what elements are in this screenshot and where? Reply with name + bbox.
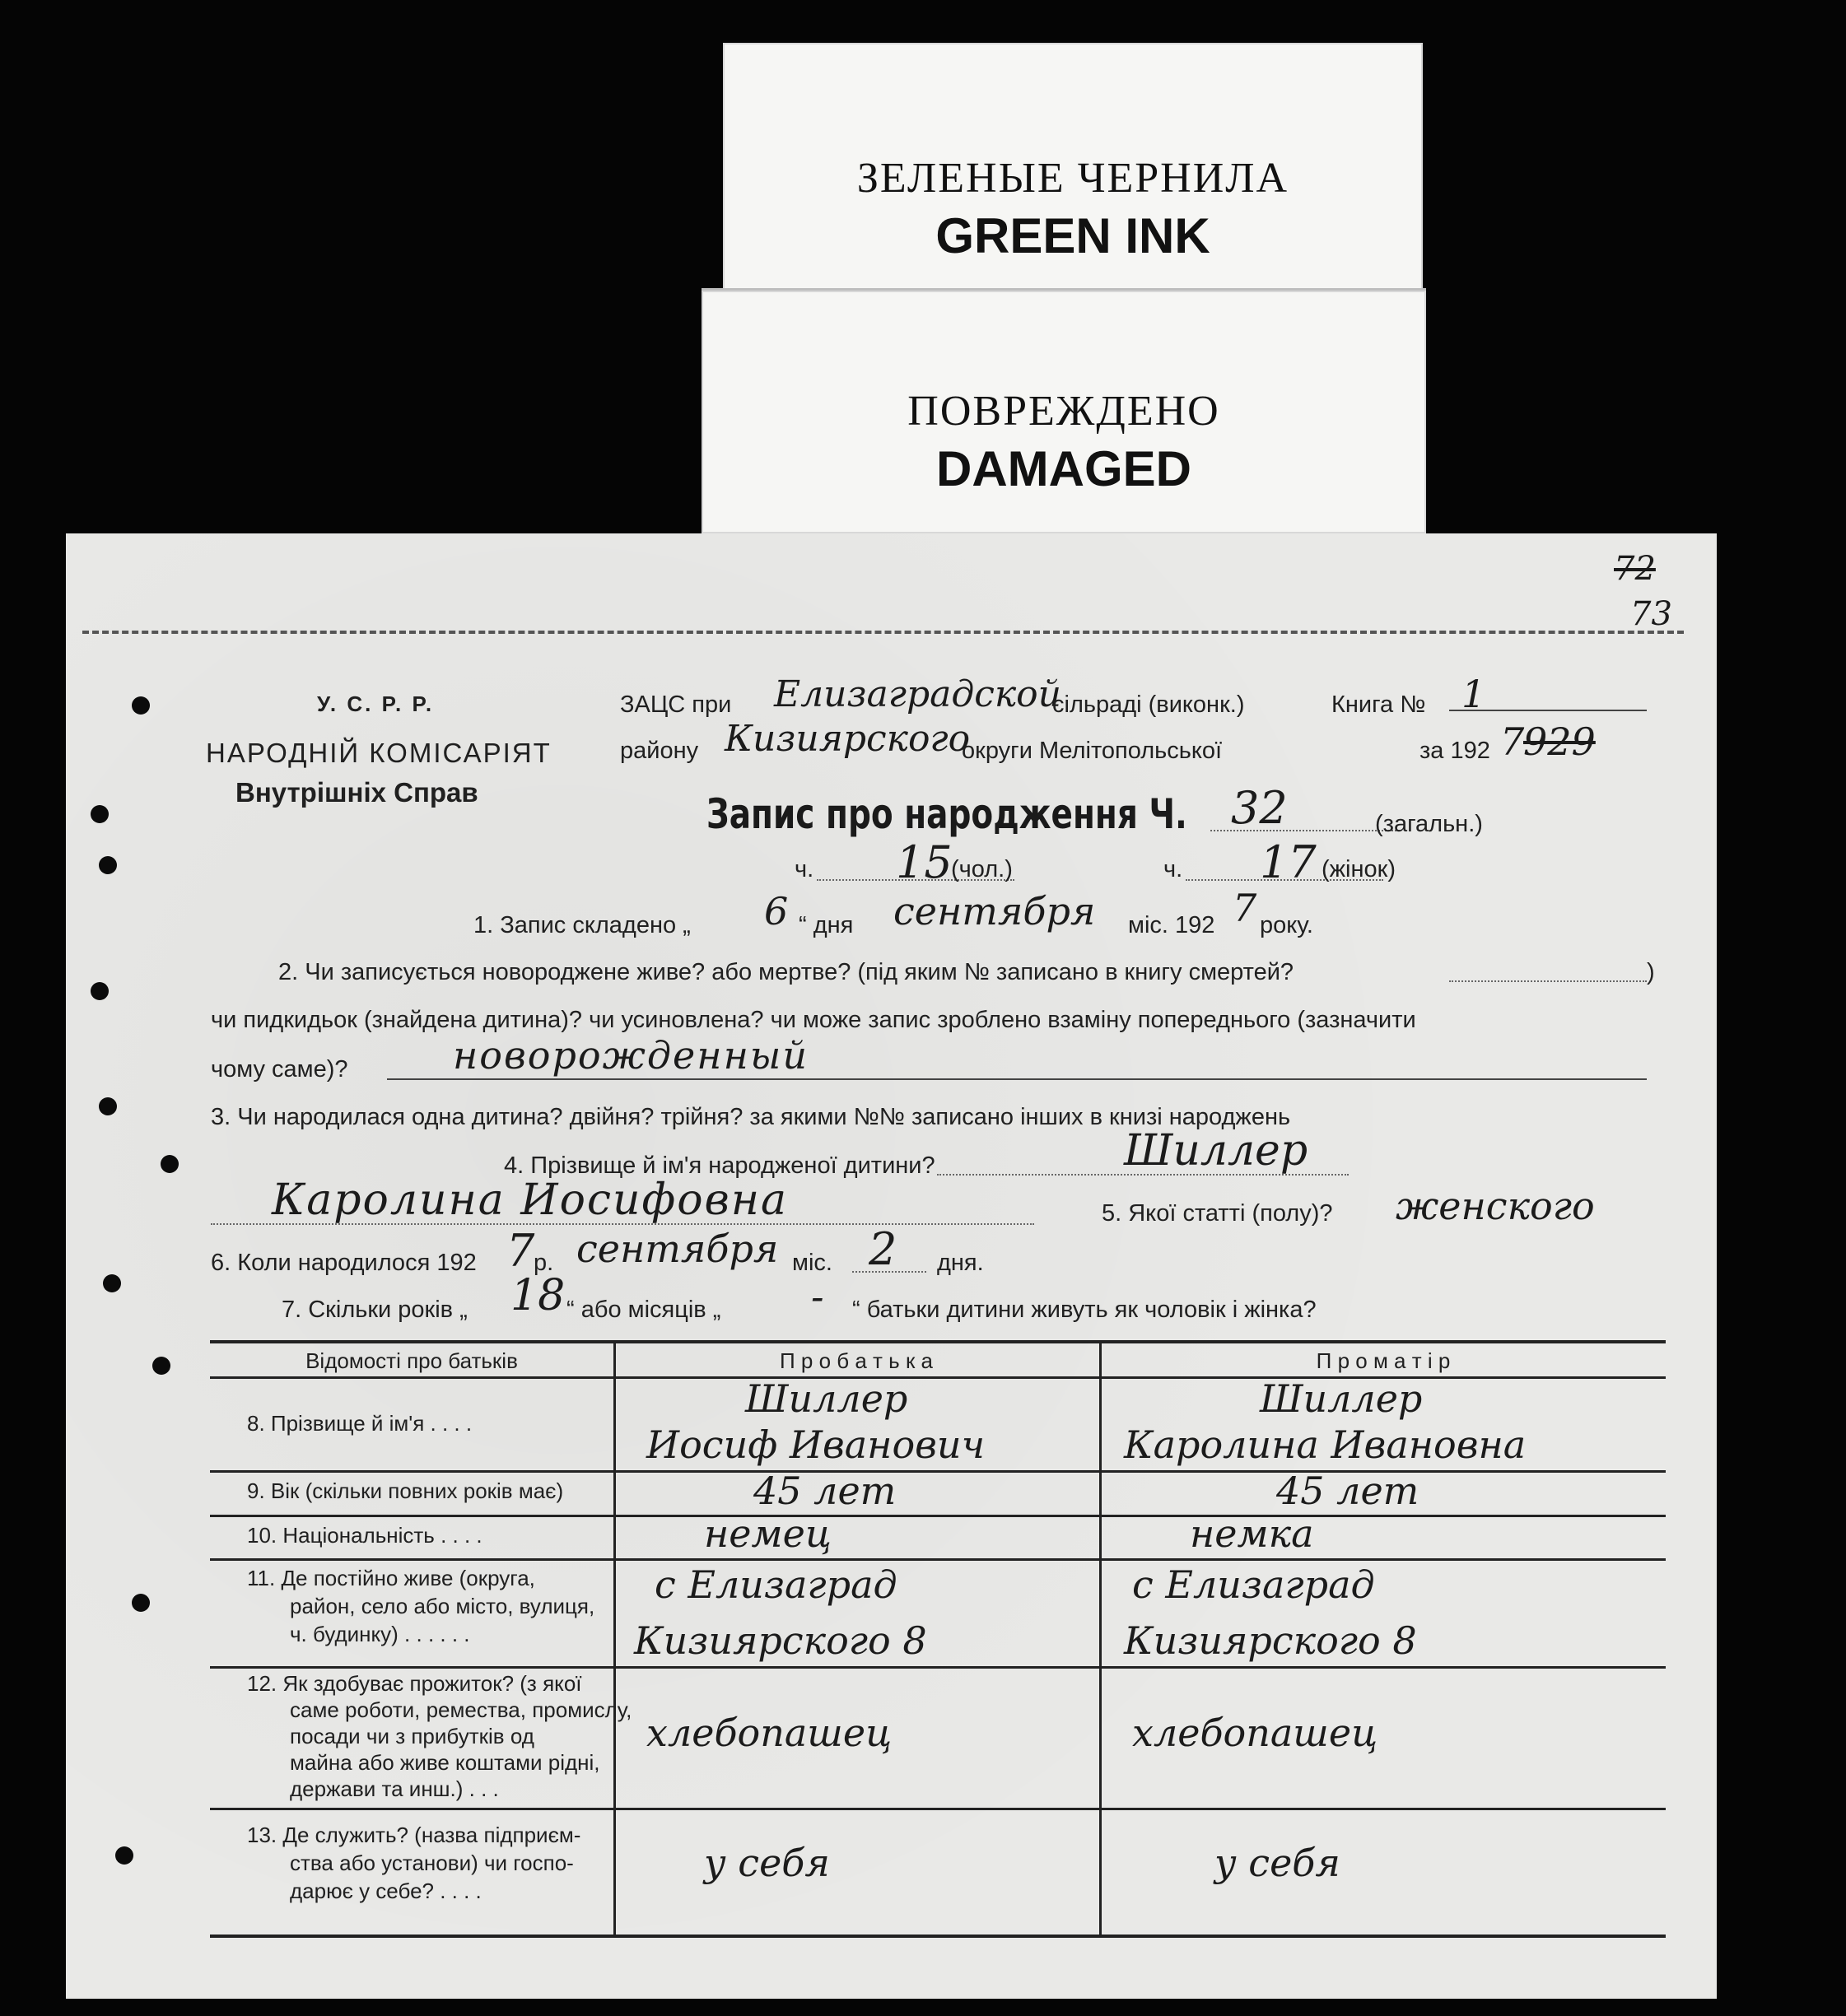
q2-underline — [387, 1078, 1647, 1080]
q4-name: Каролина Иосифовна — [272, 1176, 789, 1225]
raion-suffix: округи Мелітопольської — [962, 738, 1223, 764]
q1-month: сентября — [893, 889, 1096, 934]
mother-workplace: у себя — [1214, 1841, 1340, 1885]
damaged-tag — [702, 288, 1426, 533]
q1-tail: року. — [1260, 912, 1313, 938]
q6-month: сентября — [576, 1227, 779, 1271]
total-number: 32 — [1231, 782, 1288, 834]
father-address-1: с Елизаград — [655, 1562, 897, 1607]
mother-occupation: хлебопашец — [1132, 1711, 1378, 1755]
year-value: 7 — [1500, 719, 1525, 764]
q1-year: 7 — [1233, 886, 1257, 930]
perforation-line — [82, 631, 1684, 634]
q6-r: р. — [534, 1250, 554, 1276]
q2-answer: новорожденный — [453, 1033, 809, 1078]
row13-label-2: ства або установи) чи госпо- — [290, 1851, 574, 1875]
q5-answer: женского — [1396, 1184, 1595, 1228]
punch-hole — [132, 1594, 150, 1612]
table-rule — [210, 1515, 1666, 1517]
female-number: 17 — [1260, 836, 1317, 888]
damaged-en: DAMAGED — [936, 441, 1191, 496]
punch-hole — [161, 1155, 179, 1173]
punch-hole — [91, 805, 109, 823]
record-title: Запис про народження Ч. — [706, 790, 1187, 838]
table-rule — [210, 1808, 1666, 1810]
q1-suffix: міс. 192 — [1128, 912, 1215, 938]
q5-text: 5. Якої статті (полу)? — [1102, 1200, 1333, 1227]
total-underline — [1210, 830, 1400, 831]
q2-line1-end: ) — [1647, 959, 1655, 985]
table-rule — [210, 1935, 1666, 1938]
q6-day-fill — [852, 1271, 926, 1273]
header-father: П р о б а т ь к а — [779, 1348, 934, 1373]
punch-hole — [103, 1274, 121, 1292]
mother-age: 45 лет — [1276, 1469, 1419, 1513]
mother-surname: Шиллер — [1260, 1376, 1423, 1421]
table-divider — [1099, 1340, 1102, 1935]
row8-label: 8. Прізвище й ім'я . . . . — [247, 1411, 473, 1436]
male-label: (чол.) — [951, 856, 1013, 882]
punch-hole — [152, 1357, 170, 1375]
green-ink-tag — [723, 43, 1423, 300]
row9-label: 9. Вік (скільки повних років має) — [247, 1478, 564, 1503]
q6-mis: міс. — [792, 1250, 832, 1276]
male-ch-label: ч. — [795, 856, 814, 882]
father-surname: Шиллер — [745, 1376, 908, 1421]
birth-record-form — [66, 533, 1717, 1999]
zags-prefix: ЗАЦС при — [620, 691, 732, 718]
father-occupation: хлебопашец — [646, 1711, 893, 1755]
ussr-label: У. С. Р. Р. — [317, 691, 435, 716]
row12-label-5: держави та инш.) . . . — [290, 1776, 499, 1801]
table-rule — [210, 1470, 1666, 1473]
book-underline — [1449, 710, 1647, 711]
parents-table — [210, 1340, 1666, 1949]
row11-label-2: район, село або місто, вулиця, — [290, 1594, 595, 1618]
table-rule — [210, 1558, 1666, 1561]
q1-mid: “ дня — [799, 912, 854, 938]
q3-text: 3. Чи народилася одна дитина? двійня? трійня? за якими №№ записано інших в книзі народжень — [211, 1104, 1291, 1130]
punch-hole — [132, 696, 150, 715]
q4-text: 4. Прізвище й ім'я народженої дитини? — [504, 1152, 935, 1179]
internal-affairs-label: Внутрішніх Справ — [235, 777, 478, 808]
header-info: Відомості про батьків — [305, 1348, 518, 1373]
row13-label-3: дарює у себе? . . . . — [290, 1879, 482, 1903]
q4-name-fill — [211, 1223, 1034, 1225]
q6-dnya: дня. — [937, 1250, 984, 1276]
female-ch-label: ч. — [1163, 856, 1183, 882]
q7-years: 18 — [510, 1271, 566, 1320]
punch-hole — [99, 1097, 117, 1115]
header-mother: П р о м а т і р — [1316, 1348, 1451, 1373]
q2-death-book-fill — [1449, 980, 1647, 982]
female-label: (жінок) — [1322, 856, 1396, 882]
mother-address-1: с Елизаград — [1132, 1562, 1375, 1607]
q6-prefix: 6. Коли народилося 192 — [211, 1250, 477, 1276]
row12-label-4: майна або живе коштами рідні, — [290, 1750, 600, 1775]
q7-months: - — [811, 1274, 824, 1319]
row10-label: 10. Національність . . . . — [247, 1523, 482, 1548]
father-nationality: немец — [704, 1511, 832, 1556]
year-label: за 192 — [1419, 738, 1490, 764]
row11-label-3: ч. будинку) . . . . . . — [290, 1622, 470, 1646]
punch-hole — [99, 856, 117, 874]
raion-value: Кизиярского — [725, 718, 971, 760]
table-divider — [613, 1340, 616, 1935]
q4-surname: Шиллер — [1124, 1126, 1308, 1176]
green-ink-ru: ЗЕЛЕНЫЕ ЧЕРНИЛА — [856, 155, 1289, 202]
q7-prefix: 7. Скільки років „ — [282, 1297, 468, 1323]
punch-hole — [115, 1846, 133, 1865]
mother-name: Каролина Ивановна — [1124, 1422, 1527, 1467]
q1-day: 6 — [764, 889, 789, 934]
male-number: 15 — [896, 836, 953, 888]
q7-mid: “ або місяців „ — [566, 1297, 721, 1323]
table-rule — [210, 1376, 1666, 1379]
table-rule — [210, 1340, 1666, 1343]
q2-line3: чому саме)? — [211, 1056, 348, 1082]
corner-number-new: 73 — [1630, 595, 1672, 633]
corner-number-old: 72 — [1614, 550, 1656, 588]
father-address-2: Кизиярского 8 — [634, 1618, 927, 1663]
green-ink-en: GREEN INK — [935, 208, 1210, 263]
damaged-ru: ПОВРЕЖДЕНО — [907, 388, 1220, 435]
zags-village: Елизаградской — [774, 673, 1061, 715]
q2-line2: чи пидкидьок (знайдена дитина)? чи усиновлена? чи може запис зроблено взаміну попереднього (зазначити — [211, 1007, 1416, 1033]
punch-hole — [91, 982, 109, 1000]
q2-line1: 2. Чи записується новороджене живе? або мертве? (під яким № записано в книгу смертей? — [278, 959, 1294, 985]
mother-nationality: немка — [1190, 1511, 1314, 1556]
mother-address-2: Кизиярского 8 — [1124, 1618, 1417, 1663]
zags-suffix: сільраді (виконк.) — [1052, 691, 1245, 718]
book-label: Книга № — [1331, 691, 1426, 718]
father-name: Иосиф Иванович — [646, 1422, 986, 1467]
row13-label-1: 13. Де служить? (назва підприєм- — [247, 1823, 581, 1847]
q1-prefix: 1. Запис складено „ — [473, 912, 691, 938]
father-age: 45 лет — [753, 1469, 897, 1513]
row12-label-2: саме роботи, ремества, промислу, — [290, 1697, 632, 1722]
year-crossed: 929 — [1523, 719, 1596, 764]
row12-label-3: посади чи з прибутків од — [290, 1724, 534, 1748]
commissariat-label: НАРОДНІЙ КОМІСАРІЯТ — [206, 738, 552, 768]
book-value: 1 — [1461, 672, 1486, 716]
row11-label-1: 11. Де постійно живе (округа, — [247, 1566, 535, 1590]
table-rule — [210, 1666, 1666, 1669]
total-label: (загальн.) — [1375, 811, 1483, 837]
q6-day: 2 — [869, 1223, 897, 1275]
raion-prefix: району — [620, 738, 699, 764]
father-workplace: у себя — [704, 1841, 830, 1885]
row12-label-1: 12. Як здобуває прожиток? (з якої — [247, 1671, 582, 1696]
q6-year: 7 — [506, 1225, 535, 1277]
q7-suffix: “ батьки дитини живуть як чоловік і жінка? — [852, 1297, 1317, 1323]
